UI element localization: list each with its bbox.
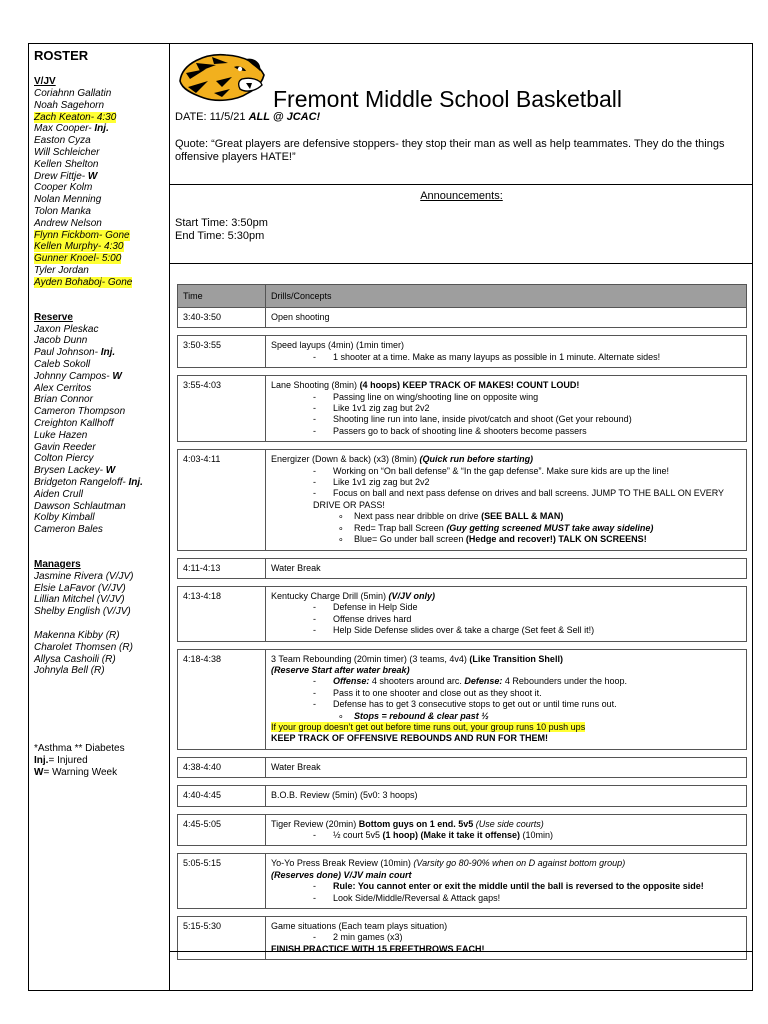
schedule-row: [178, 757, 747, 777]
roster-panel: [28, 43, 170, 991]
reserve-player-item: Jacob Dunn: [34, 335, 88, 347]
row-spacer: [178, 909, 747, 917]
legend-injured: Inj.= Injured: [34, 755, 88, 767]
schedule-time: 4:18-4:38: [178, 649, 266, 749]
schedule-time: 3:50-3:55: [178, 336, 266, 368]
reserve-player-item: Luke Hazen: [34, 429, 88, 441]
vjv-player-item: Flynn Fickbom- Gone: [34, 229, 130, 241]
schedule-drill: B.O.B. Review (5min) (5v0: 3 hoops): [266, 786, 747, 806]
col-time-header: Time: [178, 285, 266, 308]
roster-title: ROSTER: [34, 48, 89, 63]
schedule-time: 4:40-4:45: [178, 786, 266, 806]
reserve-player-item: Brysen Lackey- W: [34, 465, 116, 477]
schedule-drill: Speed layups (4min) (1min timer) - 1 shooter at a time. Make as many layups as possible in 1 minute. Alternate sides!: [266, 336, 747, 368]
vjv-list: [34, 88, 169, 289]
vjv-player-item: Will Schleicher: [34, 146, 100, 158]
schedule-row: [178, 786, 747, 806]
row-spacer: [178, 641, 747, 649]
schedule-drill: Water Break: [266, 757, 747, 777]
start-time: Start Time: 3:50pm: [175, 217, 268, 229]
reserve-player-item: Alex Cerritos: [34, 382, 92, 394]
row-spacer: [178, 806, 747, 814]
manager-item: Elsie LaFavor (V/JV): [34, 582, 126, 594]
vjv-player-item: Kellen Shelton: [34, 158, 99, 170]
vjv-player-item: Kellen Murphy- 4:30: [34, 241, 124, 253]
schedule-time: 4:45-5:05: [178, 814, 266, 846]
vjv-title: V/JV: [34, 76, 56, 87]
practice-date: DATE: 11/5/21 ALL @ JCAC!: [175, 111, 321, 123]
schedule-drill: Game situations (Each team plays situation) - 2 min games (x3) FINISH PRACTICE WITH 15 FREETHROWS EACH!: [266, 917, 747, 960]
reserve-player-item: Gavin Reeder: [34, 441, 96, 453]
schedule-time: 3:55-4:03: [178, 376, 266, 442]
manager-item: Johnyla Bell (R): [34, 665, 105, 677]
reserve-title: Reserve: [34, 311, 73, 323]
vjv-player-item: Max Cooper- Inj.: [34, 123, 109, 135]
manager-item: Allysa Cashoili (R): [34, 653, 116, 665]
reserve-player-item: Colton Piercy: [34, 453, 94, 465]
schedule-row: [178, 558, 747, 578]
row-spacer: [178, 442, 747, 450]
end-time: End Time: 5:30pm: [175, 230, 265, 242]
schedule-drill: Open shooting: [266, 308, 747, 328]
announcements-title: Announcements:: [420, 190, 503, 202]
schedule-drill: Energizer (Down & back) (x3) (8min) (Quick run before starting) - Working on “On ball defense” & “In the gap defense”. Make sure kids are up the line! - Like 1v1 zig zag but 2v2 - Focus on ball and next pass defense on drives and ball screens. JUMP TO THE BALL ON EVERY DRIVE OR PASS! ∘ Next pass near dribble on drive (SEE BALL & MAN) ∘ Red= Trap ball Screen (Guy getting screened MUST take away sideline) ∘ Blue= Go under ball screen (Hedge and recover!) TALK ON SCREENS!: [266, 450, 747, 550]
legend-warning: W= Warning Week: [34, 767, 118, 779]
schedule-time: 5:15-5:30: [178, 917, 266, 960]
vjv-player-item: Ayden Bohaboj- Gone: [34, 276, 133, 288]
reserve-player-item: Kolby Kimball: [34, 512, 95, 524]
bottom-divider: [170, 951, 753, 952]
reserve-player-item: Creighton Kallhoff: [34, 417, 114, 429]
reserve-player-item: Jaxon Pleskac: [34, 323, 99, 335]
row-spacer: [178, 550, 747, 558]
manager-item: Shelby English (V/JV): [34, 606, 131, 618]
schedule-row: [178, 376, 747, 442]
schedule-row: [178, 308, 747, 328]
reserve-player-item: Cameron Thompson: [34, 406, 126, 418]
schedule-drill: Tiger Review (20min) Bottom guys on 1 end. 5v5 (Use side courts) - ½ court 5v5 (1 hoop) (Make it take it offense) (10min): [266, 814, 747, 846]
row-spacer: [178, 578, 747, 586]
reserve-player-item: Brian Connor: [34, 394, 93, 406]
reserve-player-item: Johnny Campos- W: [34, 370, 122, 382]
tiger-head-icon: [176, 51, 268, 103]
reserve-player-item: Bridgeton Rangeloff- Inj.: [34, 476, 143, 488]
vjv-player-item: Andrew Nelson: [34, 217, 102, 229]
practice-times: [175, 217, 268, 243]
schedule-row: [178, 450, 747, 550]
vjv-player-item: Easton Cyza: [34, 135, 91, 147]
row-spacer: [178, 846, 747, 854]
reserve-player-item: Cameron Bales: [34, 524, 103, 536]
schedule-drill: Water Break: [266, 558, 747, 578]
header: [170, 43, 753, 185]
schedule-drill: 3 Team Rebounding (20min timer) (3 teams, 4v4) (Like Transition Shell) (Reserve Start after water break) - Offense: 4 shooters around arc. Defense: 4 Rebounders under the hoop. - Pass it to one shooter and close out as they shoot it. - Defense has to get 3 consecutive stops to get out or until time runs out. ∘ Stops = rebound & clear past ½ If your group doesn’t get out before time runs out, your group runs 10 push ups KEEP TRACK OF OFFENSIVE REBOUNDS AND RUN FOR THEM!: [266, 649, 747, 749]
reserve-player-item: Paul Johnson- Inj.: [34, 347, 116, 359]
schedule-time: 4:38-4:40: [178, 757, 266, 777]
reserve-player-item: Caleb Sokoll: [34, 358, 91, 370]
reserve-player-item: Aiden Crull: [34, 488, 83, 500]
schedule-row: [178, 854, 747, 909]
schedule-drill: Kentucky Charge Drill (5min) (V/JV only) - Defense in Help Side - Offense drives hard - Help Side Defense slides over & take a charge (Set feet & Sell it!): [266, 586, 747, 641]
row-spacer: [178, 368, 747, 376]
manager-item: Jasmine Rivera (V/JV): [34, 570, 134, 582]
schedule-row: [178, 917, 747, 960]
vjv-player-item: Gunner Knoel- 5:00: [34, 253, 122, 265]
manager-item: Lillian Mitchel (V/JV): [34, 594, 125, 606]
table-header-row: [178, 285, 747, 308]
schedule-time: 4:11-4:13: [178, 558, 266, 578]
vjv-player-item: Tyler Jordan: [34, 264, 89, 276]
school-title: Fremont Middle School Basketball: [273, 86, 622, 112]
vjv-player-item: Cooper Kolm: [34, 182, 93, 194]
schedule-time: 3:40-3:50: [178, 308, 266, 328]
schedule-row: [178, 336, 747, 368]
row-spacer: [178, 778, 747, 786]
announcements: [170, 185, 753, 264]
schedule-time: 5:05-5:15: [178, 854, 266, 909]
vjv-player-item: Tolon Manka: [34, 205, 91, 217]
legend-health: *Asthma ** Diabetes: [34, 743, 125, 755]
managers-list-reserve: [34, 630, 169, 677]
vjv-player-item: Drew Fittje- W: [34, 170, 98, 182]
schedule-row: [178, 586, 747, 641]
vjv-player-item: Nolan Menning: [34, 194, 102, 206]
reserve-player-item: Dawson Schlautman: [34, 500, 126, 512]
manager-item: Makenna Kibby (R): [34, 630, 120, 642]
manager-item: Charolet Thomsen (R): [34, 641, 133, 653]
reserve-list: [34, 324, 169, 536]
practice-schedule-table: [177, 284, 747, 960]
col-drills-header: Drills/Concepts: [266, 285, 747, 308]
managers-title: Managers: [34, 558, 81, 570]
legend: [34, 743, 169, 779]
quote: Quote: “Great players are defensive stoppers- they stop their man as well as help teammates. They do the things offensive players HATE!”: [175, 138, 725, 163]
vjv-player-item: Coriahnn Gallatin: [34, 88, 112, 99]
schedule-row: [178, 649, 747, 749]
schedule-row: [178, 814, 747, 846]
schedule-drill: Lane Shooting (8min) (4 hoops) KEEP TRACK OF MAKES! COUNT LOUD! - Passing line on wing/shooting line on opposite wing - Like 1v1 zig zag but 2v2 - Shooting line run into lane, inside pivot/catch and shoot (Get your rebound) - Passers go to back of shooting line & shooters become passers: [266, 376, 747, 442]
row-spacer: [178, 328, 747, 336]
schedule-time: 4:03-4:11: [178, 450, 266, 550]
schedule-drill: Yo-Yo Press Break Review (10min) (Varsity go 80-90% when on D against bottom group) (Reserves done) V/JV main court - Rule: You cannot enter or exit the middle until the ball is reversed to the opposite side! - Look Side/Middle/Reversal & Attack gaps!: [266, 854, 747, 909]
schedule-time: 4:13-4:18: [178, 586, 266, 641]
row-spacer: [178, 749, 747, 757]
managers-list-vjv: [34, 571, 169, 618]
vjv-player-item: Zach Keaton- 4:30: [34, 111, 117, 123]
vjv-player-item: Noah Sagehorn: [34, 99, 105, 111]
